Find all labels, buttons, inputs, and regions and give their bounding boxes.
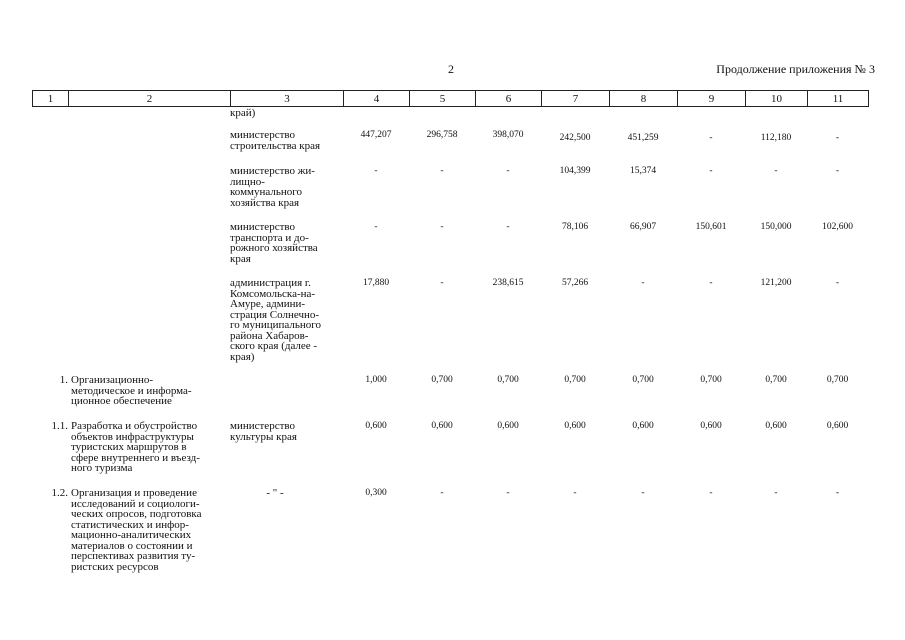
value-col-5: 0,700 xyxy=(431,375,453,385)
value-col-5: - xyxy=(440,488,444,498)
executor-line: района Хабаров- xyxy=(230,329,309,342)
value-col-5: - xyxy=(440,222,444,232)
item-title-line: ристских ресурсов xyxy=(71,560,159,573)
executor-line: лищно- xyxy=(230,175,265,188)
executor-line: край) xyxy=(230,107,256,119)
value-col-10: - xyxy=(774,166,778,176)
column-number-header xyxy=(32,90,869,107)
item-title-line: Организация и проведение xyxy=(71,487,197,499)
value-col-7: - xyxy=(573,488,577,498)
item-title-line: туристских маршрутов в xyxy=(71,441,187,453)
value-col-9: 150,601 xyxy=(695,222,727,232)
item-title-line: статистических и инфор- xyxy=(71,518,189,531)
value-col-4: 1,000 xyxy=(365,375,387,385)
value-col-7: 0,700 xyxy=(564,375,586,385)
item-number: 1. xyxy=(59,374,68,386)
value-col-6: - xyxy=(506,488,510,498)
executor-line: ского края (далее - xyxy=(230,340,318,352)
value-col-11: 102,600 xyxy=(822,222,853,232)
value-col-7: 0,600 xyxy=(564,421,586,431)
executor-line: края xyxy=(230,252,251,265)
value-col-5: - xyxy=(440,166,444,176)
column-number-3: 3 xyxy=(231,91,344,107)
item-title-line: перспективах развития ту- xyxy=(71,550,196,562)
value-col-9: - xyxy=(709,488,713,498)
executor-line: транспорта и до- xyxy=(230,231,309,244)
executor-line: страция Солнечно- xyxy=(230,308,320,321)
value-col-8: 0,700 xyxy=(632,375,654,385)
value-col-10: 150,000 xyxy=(760,222,792,232)
executor xyxy=(230,222,342,264)
value-col-10: - xyxy=(774,488,778,498)
item-title-line: мационно-аналитических xyxy=(71,529,192,541)
value-col-4: - xyxy=(374,166,378,176)
column-number-2: 2 xyxy=(69,91,231,107)
value-col-6: - xyxy=(506,222,510,232)
executor xyxy=(230,488,320,499)
executor-line: министерство xyxy=(230,129,296,141)
item-title-line: ного туризма xyxy=(71,462,133,474)
value-col-11: - xyxy=(835,278,840,288)
appendix-title: Продолжение приложения № 3 xyxy=(716,62,875,76)
value-col-8: 66,907 xyxy=(629,222,657,232)
executor-line: Комсомольска-на- xyxy=(230,287,316,300)
column-number-1: 1 xyxy=(33,91,69,107)
value-col-10: 121,200 xyxy=(760,278,792,288)
column-number-10: 10 xyxy=(746,91,808,107)
executor-line: министерство жи- xyxy=(230,165,315,177)
executor-line: хозяйства края xyxy=(230,196,300,209)
item-title-line: исследований и социологи- xyxy=(71,497,200,510)
value-col-7: 104,399 xyxy=(559,166,591,176)
value-col-8: 15,374 xyxy=(629,166,657,176)
executor-line: культуры края xyxy=(230,430,297,443)
column-number-9: 9 xyxy=(678,91,746,107)
value-col-4: 447,207 xyxy=(360,130,392,140)
value-col-11: - xyxy=(835,488,840,498)
value-col-4: 17,880 xyxy=(362,278,390,288)
executor-line: Амуре, админи- xyxy=(230,298,306,310)
value-col-6: 0,700 xyxy=(497,375,519,385)
item-title-line: Организационно- xyxy=(71,374,154,386)
value-col-10: 0,600 xyxy=(765,421,787,431)
executor-line: рожного хозяйства xyxy=(230,242,318,254)
executor-line: края) xyxy=(230,350,255,363)
item-title-line: ческих опросов, подготовка xyxy=(71,508,202,520)
executor-line: администрация г. xyxy=(230,277,311,289)
page-number: 2 xyxy=(448,62,454,76)
value-col-8: 451,259 xyxy=(627,133,659,143)
column-number-6: 6 xyxy=(476,91,542,107)
value-col-5: - xyxy=(440,278,444,288)
value-col-4: - xyxy=(374,222,378,232)
executor-line: министерство xyxy=(230,420,296,432)
executor xyxy=(230,421,342,442)
item-number: 1.2. xyxy=(51,487,68,499)
value-col-7: 57,266 xyxy=(561,278,589,288)
value-col-11: 0,600 xyxy=(826,421,849,431)
column-number-4: 4 xyxy=(344,91,410,107)
item-title-line: материалов о состоянии и xyxy=(71,539,193,552)
value-col-9: 0,700 xyxy=(700,375,722,385)
executor xyxy=(230,166,342,208)
executor-line: министерство xyxy=(230,221,296,233)
item-number: 1.1. xyxy=(51,420,68,432)
value-col-10: 112,180 xyxy=(760,133,792,143)
item-title-line: объектов инфраструктуры xyxy=(71,430,194,443)
value-col-8: - xyxy=(641,488,645,498)
value-col-9: - xyxy=(709,278,713,288)
executor-line: го муниципального xyxy=(230,319,321,331)
value-col-6: 398,070 xyxy=(492,130,524,140)
value-col-6: 238,615 xyxy=(492,278,524,288)
column-number-11: 11 xyxy=(808,91,869,107)
value-col-9: - xyxy=(709,166,713,176)
column-number-5: 5 xyxy=(410,91,476,107)
value-col-4: 0,600 xyxy=(365,421,387,431)
value-col-11: - xyxy=(835,166,840,176)
executor xyxy=(230,108,342,119)
column-number-7: 7 xyxy=(542,91,610,107)
column-number-8: 8 xyxy=(610,91,678,107)
value-col-7: 78,106 xyxy=(561,222,589,232)
item-title xyxy=(71,421,227,474)
executor-line: коммунального xyxy=(230,186,302,198)
value-col-8: 0,600 xyxy=(632,421,654,431)
value-col-7: 242,500 xyxy=(559,133,591,143)
executor-line: - " - xyxy=(266,487,284,499)
value-col-10: 0,700 xyxy=(765,375,787,385)
item-title-line: методическое и информа- xyxy=(71,384,192,397)
item-title-line: Разработка и обустройство xyxy=(71,420,198,432)
value-col-6: 0,600 xyxy=(497,421,519,431)
value-col-5: 296,758 xyxy=(426,130,458,140)
executor-line: строительства края xyxy=(230,139,321,152)
value-col-11: 0,700 xyxy=(826,375,849,385)
value-col-9: 0,600 xyxy=(700,421,722,431)
item-title-line: сфере внутреннего и въезд- xyxy=(71,451,200,464)
executor xyxy=(230,278,342,362)
item-title xyxy=(71,375,227,407)
value-col-9: - xyxy=(709,133,713,143)
value-col-6: - xyxy=(506,166,510,176)
value-col-4: 0,300 xyxy=(365,488,387,498)
executor xyxy=(230,130,342,151)
value-col-8: - xyxy=(641,278,645,288)
value-col-11: - xyxy=(835,133,840,143)
value-col-5: 0,600 xyxy=(431,421,453,431)
item-title xyxy=(71,488,227,572)
item-title-line: ционное обеспечение xyxy=(71,395,172,407)
